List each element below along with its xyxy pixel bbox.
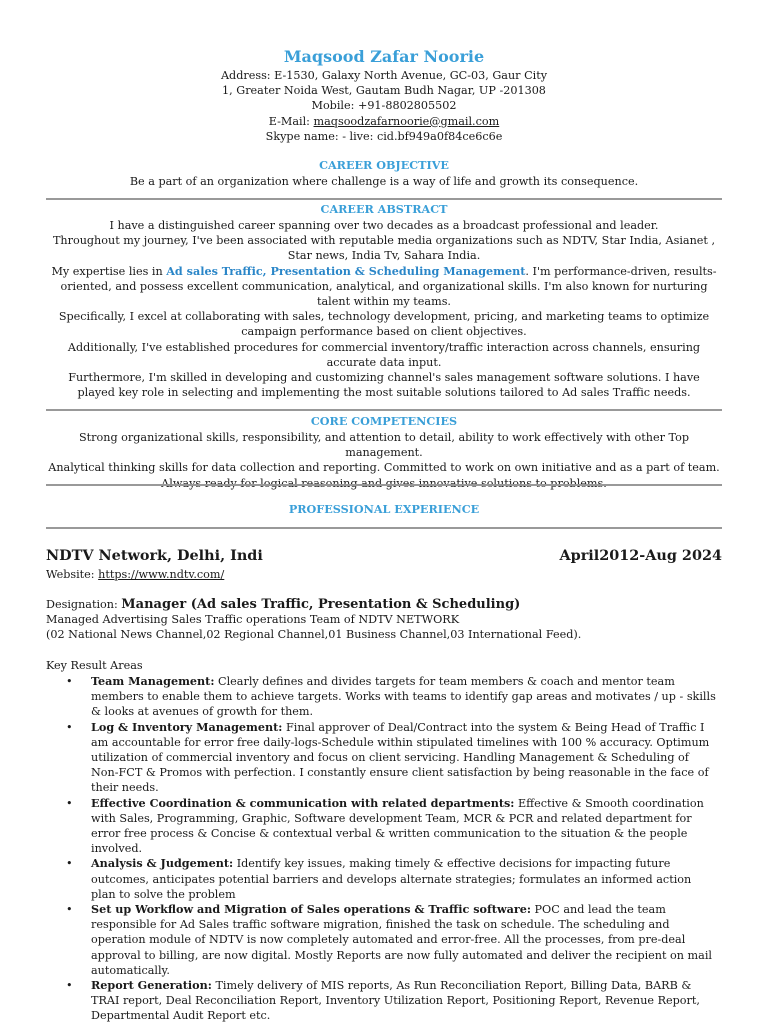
bullet-icon: • bbox=[66, 979, 73, 993]
designation-title: Manager (Ad sales Traffic, Presentation & Scheduling) bbox=[121, 597, 521, 612]
email-label: E-Mail: bbox=[268, 114, 314, 128]
career-abstract-title: CAREER ABSTRACT bbox=[320, 202, 448, 216]
skype: Skype name: - live: cid.bf949a0f84ce6c6e bbox=[265, 129, 503, 143]
abstract-line-5: Additionally, I've established procedures for commercial inventory/traffic interaction across channels, ensuring accurate data input. bbox=[67, 340, 701, 369]
candidate-name: Maqsood Zafar Noorie bbox=[283, 47, 485, 66]
website-label: Website: bbox=[46, 568, 99, 581]
bullet-icon: • bbox=[66, 720, 73, 734]
company-name: NDTV Network, Delhi, Indi bbox=[46, 547, 263, 564]
career-abstract-text bbox=[48, 218, 720, 400]
designation-label: Designation: bbox=[46, 598, 122, 611]
core-competencies-text bbox=[48, 430, 720, 491]
career-objective-text: Be a part of an organization where challenge is a way of life and growth its consequence. bbox=[129, 175, 639, 188]
website-line bbox=[46, 567, 224, 582]
designation-desc-1: Managed Advertising Sales Traffic operations Team of NDTV NETWORK bbox=[46, 613, 460, 627]
email-link[interactable]: maqsoodzafarnoorie@gmail.com bbox=[313, 114, 500, 128]
competency-line-2: Analytical thinking skills for data collection and reporting. Committed to work on own initiative and as a part of team. bbox=[48, 461, 720, 475]
bullet-icon: • bbox=[66, 675, 73, 688]
bullet-icon: • bbox=[66, 796, 73, 810]
divider bbox=[46, 527, 722, 529]
list-item: • Report Generation: Timely delivery of MIS reports, As Run Reconciliation Report, Billing Data, BARB & TRAI report, Deal Reconciliation Report, Inventory Utilization Report, Positioning Report, Revenue Report, Departmental Audit Report etc. bbox=[66, 978, 700, 1023]
abstract-line-6: Furthermore, I'm skilled in developing and customizing channel's sales management software solutions. I have played key role in selecting and implementing the most suitable solutions tailored to Ad sales Traffic needs. bbox=[68, 371, 700, 400]
employment-dates: April2012-Aug 2024 bbox=[559, 547, 722, 564]
divider bbox=[46, 409, 722, 411]
website-link[interactable]: https://www.ndtv.com/ bbox=[98, 568, 225, 581]
divider bbox=[46, 198, 722, 200]
list-item: • Log & Inventory Management: Final approver of Deal/Contract into the system & Being Head of Traffic I am accountable for error free daily-logs-Schedule within stipulated timelines with 100 % accuracy. Optimum utilization of commercial inventory and focus on client servicing. Handling Management & Scheduling of Non-FCT & Promos with perfection. I constantly ensure client satisfaction by being reasonable in the face of their needs. bbox=[66, 719, 710, 795]
designation-block bbox=[46, 597, 726, 643]
core-competencies-title: CORE COMPETENCIES bbox=[310, 414, 458, 428]
abstract-line-1: I have a distinguished career spanning over two decades as a broadcast professional and leader. bbox=[109, 219, 659, 232]
email-line bbox=[0, 114, 768, 129]
divider bbox=[46, 484, 722, 486]
list-item: • Set up Workflow and Migration of Sales operations & Traffic software: POC and lead the team responsible for Ad Sales traffic software migration, finished the task on schedule. The scheduling and operation module of NDTV is now completely automated and error-free. All the processes, from pre-deal approval to billing, are now digital. Mostly Reports are now fully automated and deliver the recipient on mail automatically. bbox=[66, 902, 712, 977]
abstract-line-4: Specifically, I excel at collaborating with sales, technology development, pricing, and marketing teams to optimize campaign performance based on client objectives. bbox=[58, 310, 710, 339]
address-line-2: 1, Greater Noida West, Gautam Budh Nagar, UP -201308 bbox=[222, 84, 546, 98]
list-item: • Team Management: Clearly defines and divides targets for team members & coach and mentor team members to enable them to achieve targets. Works with teams to identify gap areas and motivates / up - skills & looks at avenues of growth for them. bbox=[66, 674, 716, 719]
abstract-line-2: Throughout my journey, I've been associated with reputable media organizations such as NDTV, Star India, Asianet , Star news, India Tv, Sahara India. bbox=[52, 234, 716, 263]
list-item: • Analysis & Judgement: Identify key issues, making timely & effective decisions for impacting future outcomes, anticipates potential barriers and develops alternate strategies; formulates an informed action plan to solve the problem bbox=[66, 856, 692, 901]
mobile: Mobile: +91-8802805502 bbox=[311, 99, 457, 113]
bullet-icon: • bbox=[66, 857, 73, 871]
list-item: • Effective Coordination & communication with related departments: Effective & Smooth coordination with Sales, Programming, Graphic, Software development Team, MCR & PCR and related department for error free process & Concise & contextual verbal & written communication to the situation & the people involved. bbox=[66, 795, 704, 856]
expertise-highlight: Ad sales Traffic, Presentation & Scheduling Management bbox=[166, 263, 526, 278]
key-result-areas-label: Key Result Areas bbox=[46, 659, 143, 672]
competency-line-1: Strong organizational skills, responsibility, and attention to detail, ability to work effectively with other Top management. bbox=[79, 431, 689, 460]
bullet-icon: • bbox=[66, 903, 73, 917]
abstract-line-3: My expertise lies in Ad sales Traffic, Presentation & Scheduling Management. I'm performance-driven, results-oriented, and possess excellent communication, analytical, and organizational skills. I'm also known for nurturing talent within my teams. bbox=[51, 263, 717, 309]
professional-experience-title: PROFESSIONAL EXPERIENCE bbox=[288, 502, 480, 516]
designation-desc-2: (02 National News Channel,02 Regional Channel,01 Business Channel,03 International Feed). bbox=[46, 628, 582, 642]
career-objective-title: CAREER OBJECTIVE bbox=[319, 158, 449, 172]
kra-list bbox=[46, 674, 718, 1024]
header bbox=[0, 46, 768, 144]
address-line-1: Address: E-1530, Galaxy North Avenue, GC-03, Gaur City bbox=[220, 69, 548, 82]
